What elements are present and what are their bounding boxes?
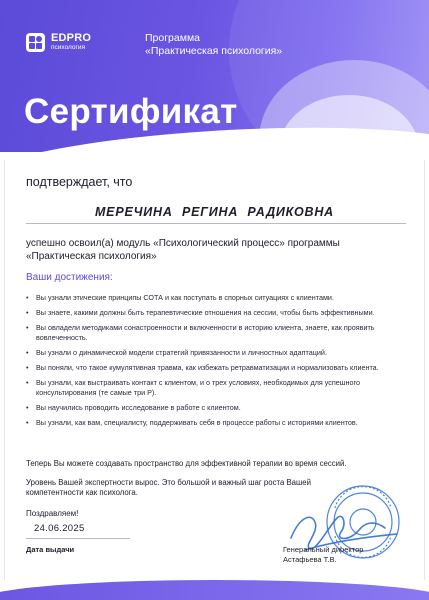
- logo-text: [51, 33, 91, 52]
- achievement-item: • Вы поняли, что такое кумулятивная травма, как избежать ретравматизации и нормализовать клиента.: [26, 363, 411, 372]
- logo-subtitle: психология: [51, 44, 86, 52]
- issue-date-label: Дата выдачи: [26, 545, 75, 554]
- footer-band: [0, 574, 429, 600]
- border-line-left: [4, 160, 5, 580]
- border-line-right: [424, 160, 425, 580]
- achievement-item: • Вы узнали о динамической модели стратегий привязанности и личностных адаптаций.: [26, 348, 411, 357]
- level-text: Уровень Вашей экспертности вырос. Это большой и важный шаг роста Вашей компетентности как психолога.: [26, 478, 311, 498]
- director-signature-block: [283, 545, 363, 564]
- logo-icon: [26, 33, 45, 52]
- program-line-2: «Практическая психология»: [145, 45, 283, 57]
- issue-date: 24.06.2025: [34, 523, 85, 534]
- footer-decoration: [0, 580, 429, 600]
- achievement-item: • Вы узнали, как вам, специалисту, поддерживать себя в процессе работы с историями клиентов.: [26, 418, 411, 427]
- logo-brand: EDPRO: [51, 32, 92, 45]
- program-name: [145, 32, 282, 58]
- achievement-item: • Вы овладели методиками сонастроенности и включенности в историю клиента, знаете, как проявить вовлеченность.: [26, 323, 411, 342]
- logo: [26, 33, 91, 52]
- program-line-1: Программа: [145, 32, 201, 44]
- date-underline: [26, 538, 130, 539]
- achievement-item: • Вы знаете, какими должны быть терапевтические отношения на сессии, чтобы быть эффективными.: [26, 308, 411, 317]
- director-title: Генеральный директор: [283, 545, 364, 554]
- page-title: Сертификат: [24, 92, 238, 131]
- achievements-title: Ваши достижения:: [26, 272, 113, 283]
- director-name: Астафьева Т.В.: [283, 554, 337, 564]
- achievements-list: [26, 293, 411, 433]
- achievement-item: • Вы узнали этические принципы СОТА и как поступать в спорных ситуациях с клиентами.: [26, 293, 411, 302]
- achievement-item: • Вы научились проводить исследование в работе с клиентом.: [26, 403, 411, 412]
- congrats-text: Поздравляем!: [26, 509, 79, 518]
- achievement-item: • Вы узнали, как выстраивать контакт с клиентом, и о трех условиях, необходимых для успешного консультирования (те самые три Р).: [26, 378, 411, 397]
- completed-text: успешно освоил(а) модуль «Психологический процесс» программы «Практическая психология»: [26, 238, 340, 262]
- now-text: Теперь Вы можете создавать пространство для эффективной терапии во время сессий.: [26, 459, 347, 468]
- name-underline: [26, 223, 406, 224]
- confirms-text: подтверждает, что: [26, 175, 133, 189]
- header-banner: [0, 0, 429, 152]
- recipient-name: МЕРЕЧИНА РЕГИНА РАДИКОВНА: [94, 205, 335, 219]
